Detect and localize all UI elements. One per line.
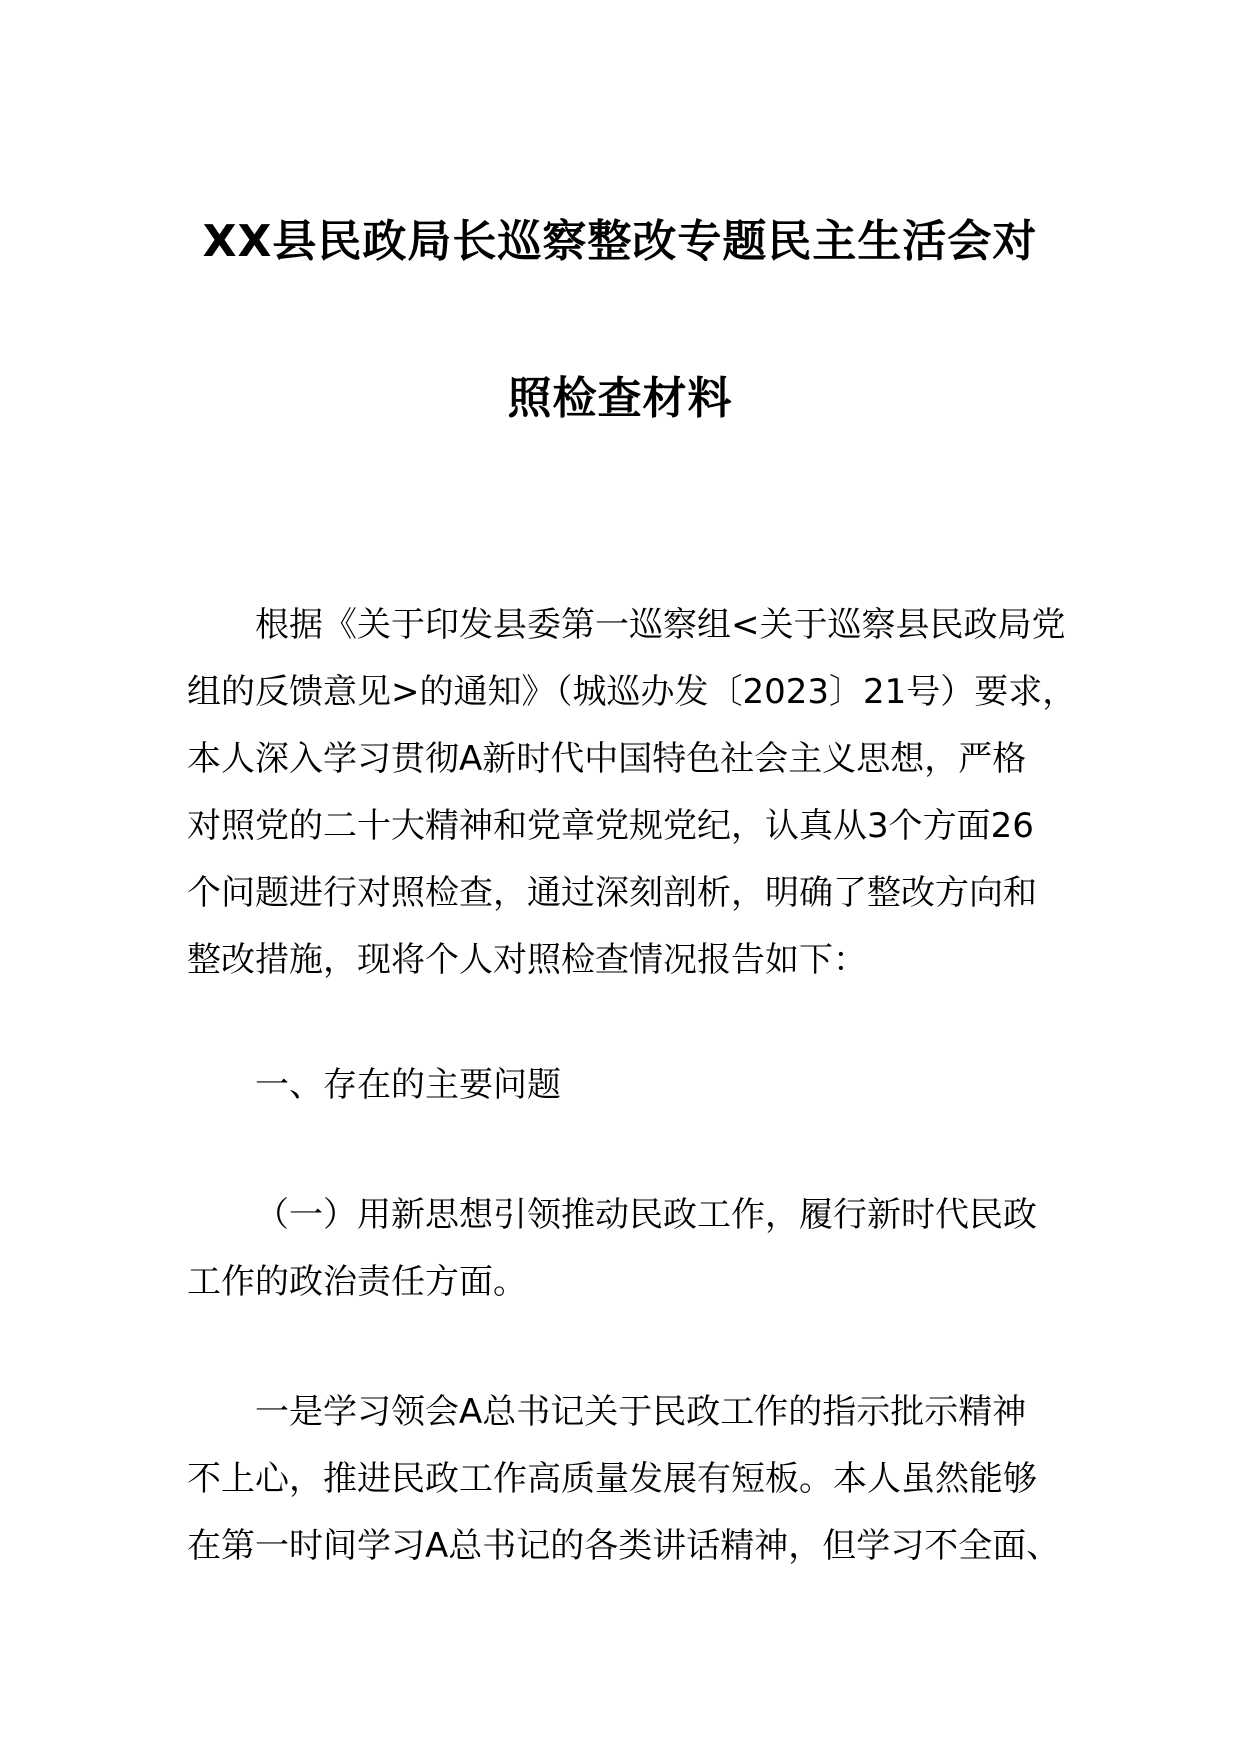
point-paragraph-line-2: 不上心，推进民政工作高质量发展有短板。本人虽然能够 xyxy=(187,1459,1037,1499)
subsection-heading-line-1: （一）用新思想引领推动民政工作，履行新时代民政 xyxy=(255,1195,1037,1235)
intro-paragraph-line-4: 对照党的二十大精神和党章党规党纪，认真从3个方面26 xyxy=(187,806,1034,846)
intro-paragraph-line-5: 个问题进行对照检查，通过深刻剖析，明确了整改方向和 xyxy=(187,873,1037,913)
intro-paragraph-line-3: 本人深入学习贯彻A新时代中国特色社会主义思想，严格 xyxy=(187,739,1027,779)
section-heading: 一、存在的主要问题 xyxy=(255,1065,561,1105)
document-title-line-2: 照检查材料 xyxy=(507,373,733,424)
point-paragraph-line-3: 在第一时间学习A总书记的各类讲话精神，但学习不全面、 xyxy=(187,1526,1061,1566)
document-title-line-1: XX县民政局长巡察整改专题民主生活会对 xyxy=(202,216,1038,267)
intro-paragraph-line-6: 整改措施，现将个人对照检查情况报告如下： xyxy=(187,940,867,980)
subsection-heading-line-2: 工作的政治责任方面。 xyxy=(187,1262,527,1302)
point-paragraph-line-1: 一是学习领会A总书记关于民政工作的指示批示精神 xyxy=(255,1392,1027,1432)
intro-paragraph-line-2: 组的反馈意见>的通知》（城巡办发〔2023〕21号）要求， xyxy=(187,672,1077,712)
intro-paragraph-line-1: 根据《关于印发县委第一巡察组<关于巡察县民政局党 xyxy=(255,605,1066,645)
